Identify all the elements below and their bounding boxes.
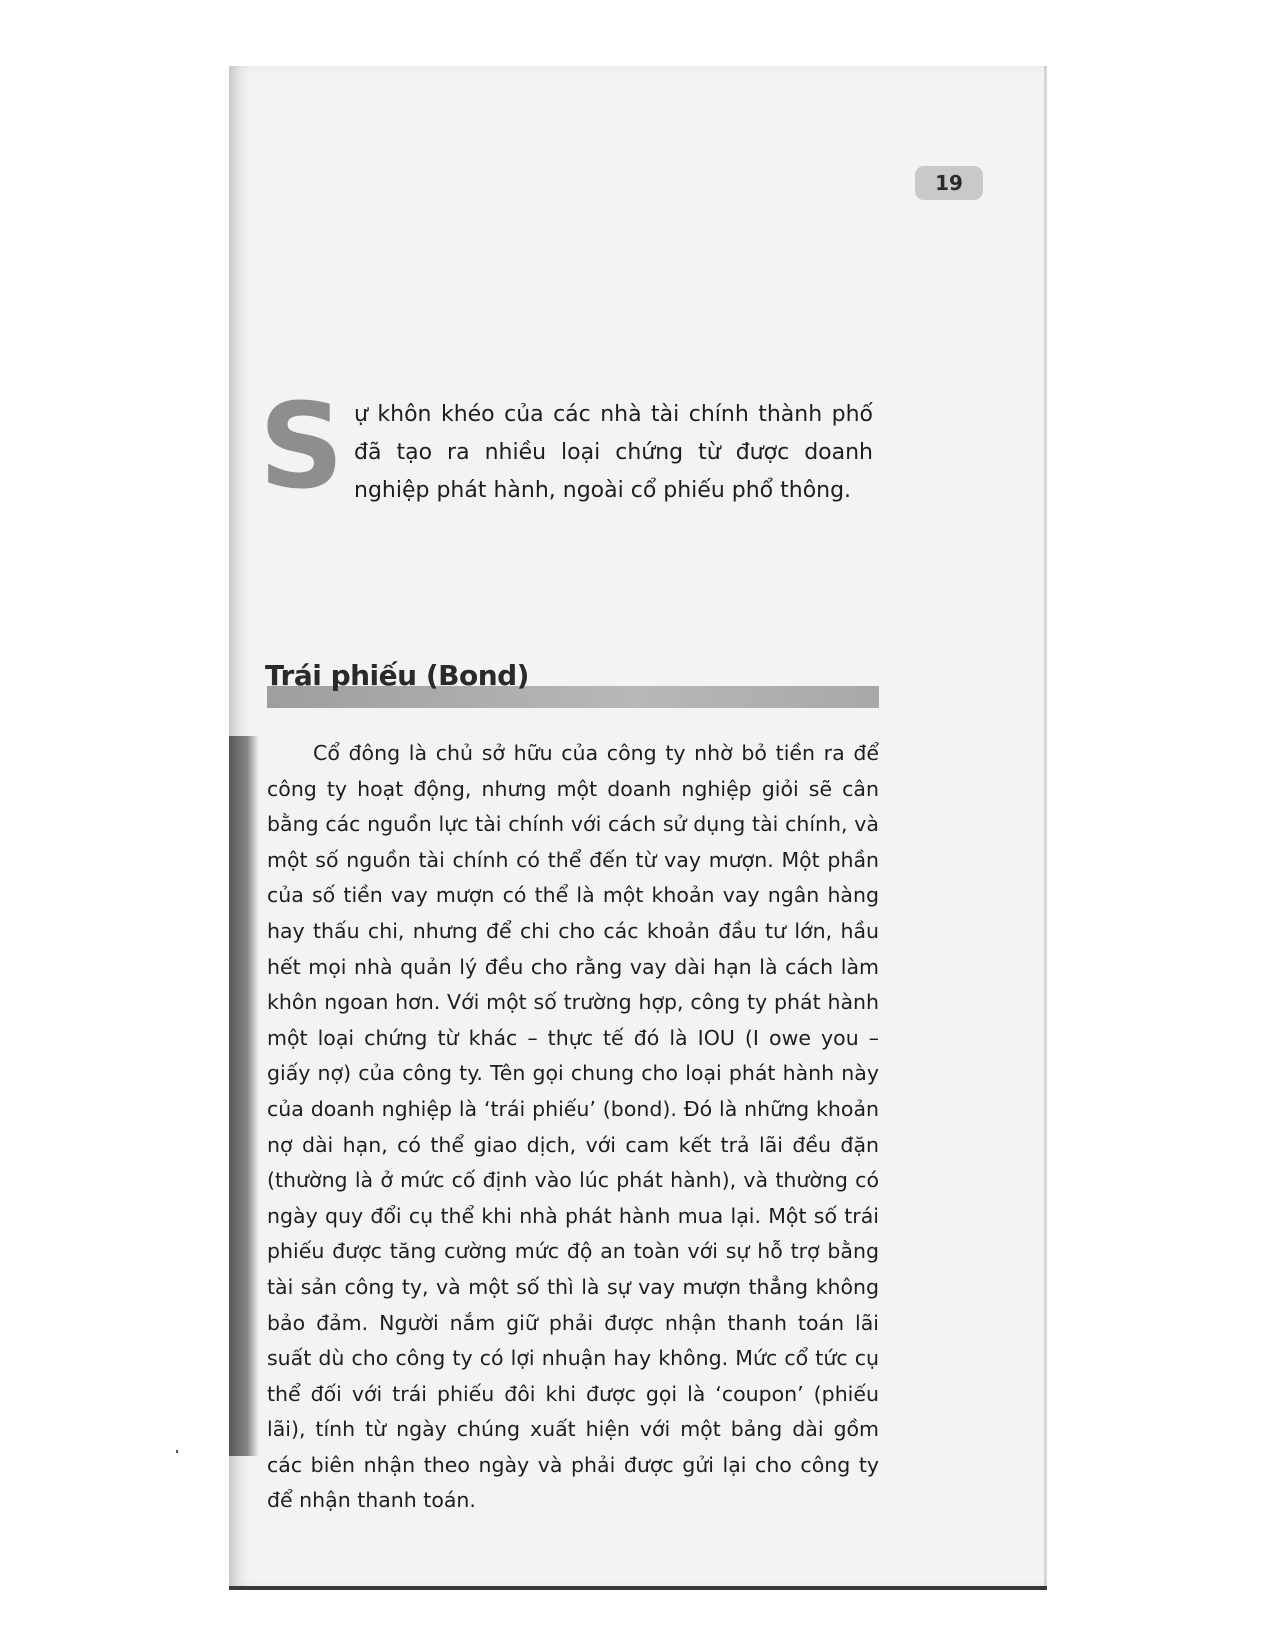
page-number-badge: 19: [915, 166, 983, 200]
book-page: [229, 66, 1047, 1588]
drop-cap: S: [259, 377, 344, 515]
intro-text: ự khôn khéo của các nhà tài chính thành phố đã tạo ra nhiều loại chứng từ được doanh nghiệp phát hành, ngoài cổ phiếu phổ thông.: [354, 402, 873, 503]
speck: [176, 1450, 178, 1453]
spine-shadow: [229, 736, 259, 1456]
intro-paragraph: [259, 377, 873, 515]
page-bottom-edge: [229, 1586, 1047, 1590]
body-paragraph: Cổ đông là chủ sở hữu của công ty nhờ bỏ tiền ra để công ty hoạt động, nhưng một doanh nghiệp giỏi sẽ cân bằng các nguồn lực tài chính với cách sử dụng tài chính, và một số nguồn tài chính có thể đến từ vay mượn. Một phần của số tiền vay mượn có thể là một khoản vay ngân hàng hay thấu chi, nhưng để chi cho các khoản đầu tư lớn, hầu hết mọi nhà quản lý đều cho rằng vay dài hạn là cách làm khôn ngoan hơn. Với một số trường hợp, công ty phát hành một loại chứng từ khác – thực tế đó là IOU (I owe you – giấy nợ) của công ty. Tên gọi chung cho loại phát hành này của doanh nghiệp là ‘trái phiếu’ (bond). Đó là những khoản nợ dài hạn, có thể giao dịch, với cam kết trả lãi đều đặn (thường là ở mức cố định vào lúc phát hành), và thường có ngày quy đổi cụ thể khi nhà phát hành mua lại. Một số trái phiếu được tăng cường mức độ an toàn với sự hỗ trợ bằng tài sản công ty, và một số thì là sự vay mượn thẳng không bảo đảm. Người nắm giữ phải được nhận thanh toán lãi suất dù cho công ty có lợi nhuận hay không. Mức cổ tức cụ thể đối với trái phiếu đôi khi được gọi là ‘coupon’ (phiếu lãi), tính từ ngày chúng xuất hiện với một bảng dài gồm các biên nhận theo ngày và phải được gửi lại cho công ty để nhận thanh toán.: [267, 741, 879, 1513]
section-heading: Trái phiếu (Bond): [265, 659, 529, 692]
